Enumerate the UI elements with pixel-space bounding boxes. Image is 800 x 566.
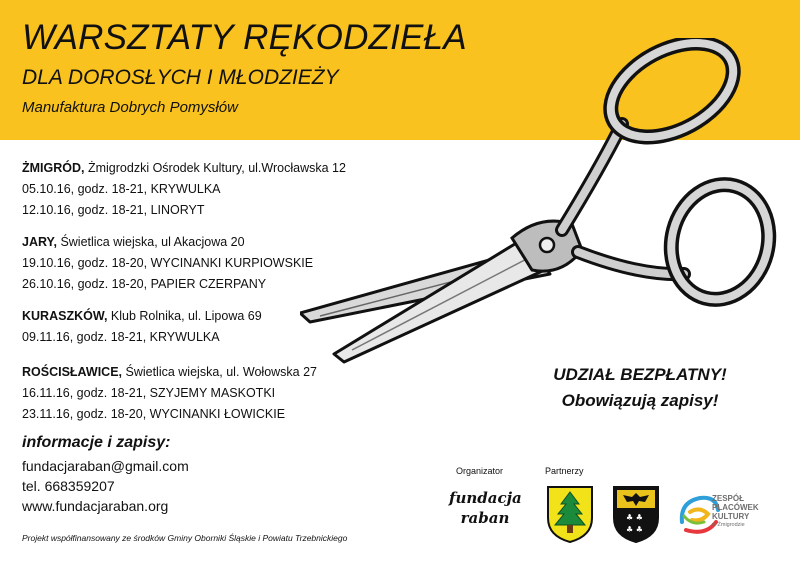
scissors-illustration-icon <box>300 38 780 418</box>
tagline: Manufaktura Dobrych Pomysłów <box>22 99 238 116</box>
page-title: WARSZTATY RĘKODZIEŁA <box>22 18 467 57</box>
free-participation-notice <box>520 362 760 414</box>
partners-label: Partnerzy <box>545 466 584 476</box>
contact-phone[interactable]: tel. 668359207 <box>22 478 115 494</box>
event-zmigrod <box>22 158 346 221</box>
event-date: 26.10.16, godz. 18-20, PAPIER CZERPANY <box>22 277 267 291</box>
fir-tree-coat-of-arms-icon <box>545 484 595 544</box>
funding-note: Projekt współfinansowany ze środków Gminy Oborniki Śląskie i Powiatu Trzebnickiego <box>22 533 348 543</box>
notice-line-2: Obowiązują zapisy! <box>561 391 719 410</box>
event-jary <box>22 232 313 295</box>
zpk-line-2: PLACÓWEK <box>712 503 759 512</box>
contact-website[interactable]: www.fundacjaraban.org <box>22 498 169 514</box>
fundacja-raban-logo <box>449 488 521 528</box>
event-roscislawice <box>22 362 317 425</box>
event-date: 12.10.16, godz. 18-21, LINORYT <box>22 203 205 217</box>
event-place: ŻMIGRÓD, <box>22 161 85 175</box>
event-date: 05.10.16, godz. 18-21, KRYWULKA <box>22 182 221 196</box>
zpk-line-1: ZESPÓŁ <box>712 494 745 503</box>
page-subtitle: DLA DOROSŁYCH I MŁODZIEŻY <box>22 66 339 89</box>
event-address: Żmigrodzki Ośrodek Kultury, ul.Wrocławska 12 <box>84 161 346 175</box>
organizer-label: Organizator <box>456 466 504 476</box>
zpk-logo <box>676 490 776 542</box>
event-place: KURASZKÓW, <box>22 309 108 323</box>
event-address: Świetlica wiejska, ul Akacjowa 20 <box>56 235 245 249</box>
event-date: 16.11.16, godz. 18-21, SZYJEMY MASKOTKI <box>22 386 276 400</box>
info-heading: informacje i zapisy: <box>22 434 171 451</box>
zpk-line-4: w Żmigrodzie <box>712 522 745 528</box>
event-address: Świetlica wiejska, ul. Wołowska 27 <box>122 365 317 379</box>
svg-text:♣ ♣: ♣ ♣ <box>626 513 643 522</box>
event-place: JARY, <box>22 235 57 249</box>
event-kuraszkow <box>22 306 262 348</box>
event-address: Klub Rolnika, ul. Lipowa 69 <box>107 309 262 323</box>
fundacja-logo-line-1: fundacja <box>449 489 522 507</box>
event-place: ROŚCISŁAWICE, <box>22 365 123 379</box>
zpk-line-3: KULTURY <box>712 512 750 521</box>
eagle-coat-of-arms-icon <box>611 484 661 544</box>
notice-line-1: UDZIAŁ BEZPŁATNY! <box>553 365 727 384</box>
contact-email[interactable]: fundacjaraban@gmail.com <box>22 458 189 474</box>
svg-text:♣ ♣: ♣ ♣ <box>626 525 643 534</box>
event-date: 19.10.16, godz. 18-20, WYCINANKI KURPIOWSKIE <box>22 256 314 270</box>
event-date: 23.11.16, godz. 18-20, WYCINANKI ŁOWICKIE <box>22 407 286 421</box>
event-date: 09.11.16, godz. 18-21, KRYWULKA <box>22 330 220 344</box>
fundacja-logo-line-2: raban <box>460 509 510 527</box>
